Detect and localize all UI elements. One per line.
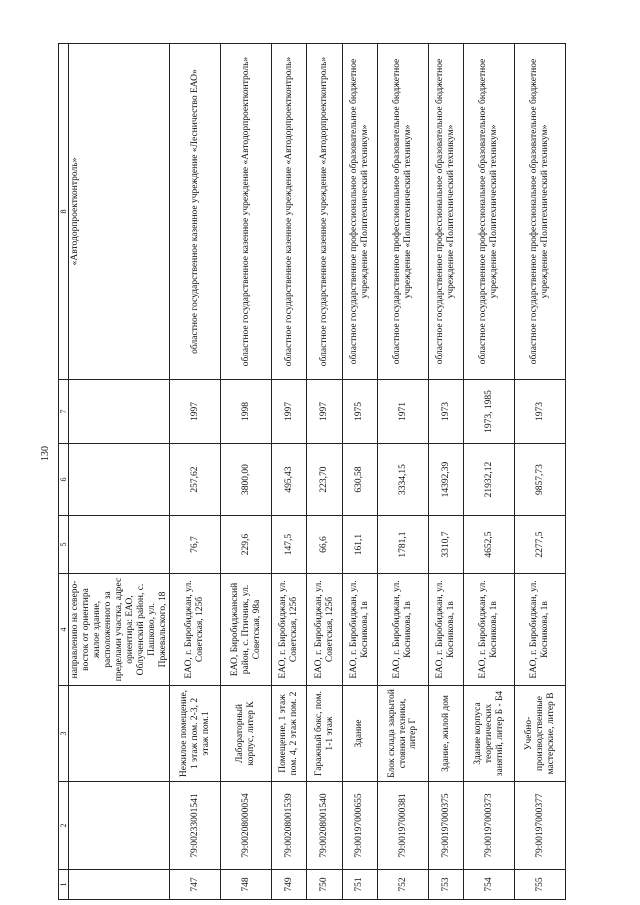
year-cell: 1997 xyxy=(307,380,342,444)
year-cell: 1973, 1985 xyxy=(464,380,515,444)
object-name-cell: Учебно-производственные мастерские, литер В xyxy=(515,686,566,782)
value-cell: 21932,12 xyxy=(464,444,515,516)
cadastral-number-cell: 79:00197000377 xyxy=(515,782,566,870)
column-number: 4 xyxy=(59,574,69,686)
area-cell: 147,5 xyxy=(272,516,307,574)
address-cell: ЕАО, Биробиджанский район, с. Птичник, ул. Советская, 98а xyxy=(221,574,272,686)
owner-cell: областное государственное профессиональное образовательное бюджетное учреждение «Политехнический техникум» xyxy=(342,44,377,380)
object-name-cell: Блок склада закрытой стоянки техники, литер Г xyxy=(378,686,429,782)
value-cell: 3800,00 xyxy=(221,444,272,516)
object-name-cell: Гаражный бокс, пом. 1-1 этаж xyxy=(307,686,342,782)
owner-cell: областное государственное профессиональное образовательное бюджетное учреждение «Политехнический техникум» xyxy=(428,44,463,380)
address-cell: ЕАО, г. Биробиджан, ул. Советская, 125б xyxy=(307,574,342,686)
address-cell: ЕАО, г. Биробиджан, ул. Косникова, 1в xyxy=(342,574,377,686)
table-row xyxy=(515,44,566,900)
owner-cell: областное государственное казенное учреждение «Лесничество ЕАО» xyxy=(170,44,221,380)
year-cell: 1997 xyxy=(272,380,307,444)
column-number-row xyxy=(59,44,69,900)
property-registry-table xyxy=(58,43,566,900)
table-row xyxy=(221,44,272,900)
area-cell: 3310,7 xyxy=(428,516,463,574)
page-number: 130 xyxy=(40,446,51,461)
value-cell: 257,62 xyxy=(170,444,221,516)
address-cell: ЕАО, г. Биробиджан, ул. Советская, 125б xyxy=(272,574,307,686)
address-cell: ЕАО, г. Биробиджан, ул. Косникова, 1в xyxy=(515,574,566,686)
area-cell: 229,6 xyxy=(221,516,272,574)
continuation-row xyxy=(69,44,170,900)
column-number: 2 xyxy=(59,782,69,870)
value-cell: 3334,15 xyxy=(378,444,429,516)
year-cell: 1975 xyxy=(342,380,377,444)
area-cell: 2277,5 xyxy=(515,516,566,574)
table-row xyxy=(342,44,377,900)
object-name-cell: Здание xyxy=(342,686,377,782)
table-row xyxy=(428,44,463,900)
year-cell: 1998 xyxy=(221,380,272,444)
cadastral-number-cell: 79:00208001540 xyxy=(307,782,342,870)
area-cell: 4652,5 xyxy=(464,516,515,574)
cadastral-number-cell: 79:00208001539 xyxy=(272,782,307,870)
table-row xyxy=(307,44,342,900)
year-cell: 1973 xyxy=(515,380,566,444)
column-number: 5 xyxy=(59,516,69,574)
table-row xyxy=(272,44,307,900)
owner-cell: областное государственное казенное учреждение «Автодорпроектконтроль» xyxy=(221,44,272,380)
owner-cell: «Автодорпроектконтроль» xyxy=(69,44,170,380)
column-number: 8 xyxy=(59,44,69,380)
address-cell: ЕАО, г. Биробиджан, ул. Советская, 125б xyxy=(170,574,221,686)
row-number-cell: 748 xyxy=(221,870,272,900)
cadastral-number-cell: 79:00197000375 xyxy=(428,782,463,870)
owner-cell: областное государственное профессиональное образовательное бюджетное учреждение «Политехнический техникум» xyxy=(464,44,515,380)
row-number-cell: 751 xyxy=(342,870,377,900)
table-wrapper xyxy=(58,44,566,900)
value-cell: 223,70 xyxy=(307,444,342,516)
object-name-cell: Здание корпуса теоретических занятий, литер Б - Б4 xyxy=(464,686,515,782)
row-number-cell: 753 xyxy=(428,870,463,900)
year-cell: 1997 xyxy=(170,380,221,444)
owner-cell: областное государственное казенное учреждение «Автодорпроектконтроль» xyxy=(307,44,342,380)
cadastral-number-cell: 79:00197000381 xyxy=(378,782,429,870)
row-number-cell: 754 xyxy=(464,870,515,900)
column-number: 7 xyxy=(59,380,69,444)
address-cell: ЕАО, г. Биробиджан, ул. Косникова, 1в xyxy=(428,574,463,686)
column-number: 6 xyxy=(59,444,69,516)
area-cell: 76,7 xyxy=(170,516,221,574)
table-row xyxy=(378,44,429,900)
column-number: 1 xyxy=(59,870,69,900)
cadastral-number-cell: 79:00197000655 xyxy=(342,782,377,870)
object-name-cell: Лабораторный корпус, литер К xyxy=(221,686,272,782)
year-cell: 1973 xyxy=(428,380,463,444)
owner-cell: областное государственное профессиональное образовательное бюджетное учреждение «Политехнический техникум» xyxy=(378,44,429,380)
table-row xyxy=(464,44,515,900)
table-row xyxy=(170,44,221,900)
cadastral-number-cell: 79:00233001541 xyxy=(170,782,221,870)
cadastral-number-cell: 79:00197000373 xyxy=(464,782,515,870)
owner-cell: областное государственное казенное учреждение «Автодорпроектконтроль» xyxy=(272,44,307,380)
address-cell: ЕАО, г. Биробиджан, ул. Косникова, 1в xyxy=(464,574,515,686)
year-cell: 1971 xyxy=(378,380,429,444)
owner-cell: областное государственное профессиональное образовательное бюджетное учреждение «Политехнический техникум» xyxy=(515,44,566,380)
column-number: 3 xyxy=(59,686,69,782)
address-cell: направлению на северо-восток от ориентира жилое здание, расположенного за пределами участка, адрес ориентира: ЕАО, Облученский район, с. Пашково, ул. Пржевальского, 18 xyxy=(69,574,170,686)
value-cell: 9857,73 xyxy=(515,444,566,516)
row-number-cell: 752 xyxy=(378,870,429,900)
object-name-cell: Здание, жилой дом xyxy=(428,686,463,782)
object-name-cell: Нежилое помещение, 1 этаж пом. 2-3, 2 этаж пом.1 xyxy=(170,686,221,782)
cadastral-number-cell: 79:00208000054 xyxy=(221,782,272,870)
value-cell: 495,43 xyxy=(272,444,307,516)
object-name-cell: Помещение, 1 этаж пом. 4, 2 этаж пом. 2 xyxy=(272,686,307,782)
address-cell: ЕАО, г. Биробиджан, ул. Косникова, 1в xyxy=(378,574,429,686)
area-cell: 66,6 xyxy=(307,516,342,574)
value-cell: 630,58 xyxy=(342,444,377,516)
area-cell: 1781,1 xyxy=(378,516,429,574)
row-number-cell: 747 xyxy=(170,870,221,900)
row-number-cell: 749 xyxy=(272,870,307,900)
row-number-cell: 750 xyxy=(307,870,342,900)
area-cell: 161,1 xyxy=(342,516,377,574)
value-cell: 14392,39 xyxy=(428,444,463,516)
row-number-cell: 755 xyxy=(515,870,566,900)
